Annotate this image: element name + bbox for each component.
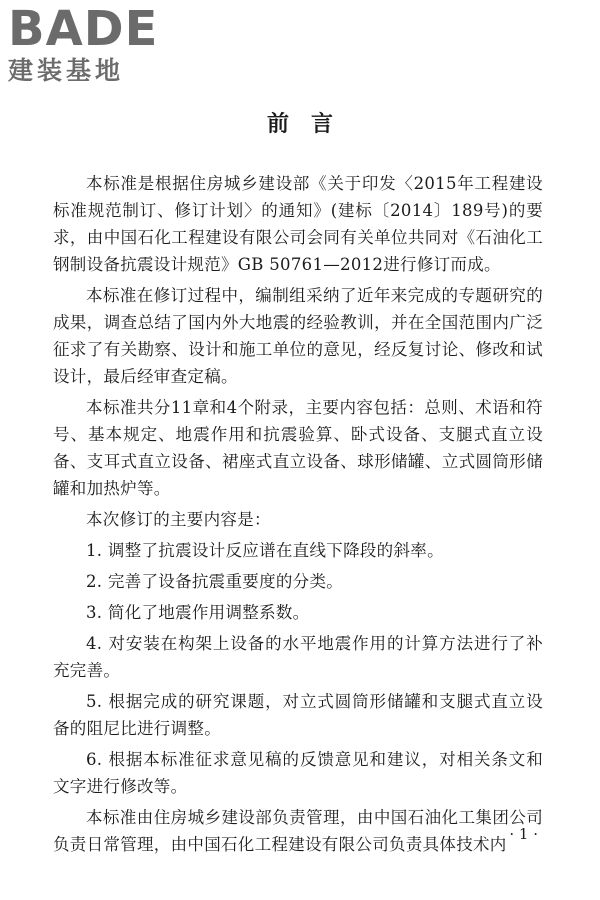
paragraph-1: 本标准是根据住房城乡建设部《关于印发〈2015年工程建设标准规范制订、修订计划〉的通知》(建标〔2014〕189号)的要求，由中国石化工程建设有限公司会同有关单位共同对《石油化工钢制设备抗震设计规范》GB 50761—2012进行修订而成。 [53,174,543,274]
list-item-4: 4. 对安装在构架上设备的水平地震作用的计算方法进行了补充完善。 [53,634,543,680]
paragraph-4: 本次修订的主要内容是： [86,510,271,529]
list-item-3: 3. 简化了地震作用调整系数。 [86,603,310,622]
logo-subtext: 建装基地 [8,56,125,85]
main-content [53,170,543,862]
list-item-2: 2. 完善了设备抗震重要度的分类。 [86,572,344,591]
paragraph-5: 本标准由住房城乡建设部负责管理，由中国石油化工集团公司负责日常管理，由中国石化工程建设有限公司负责具体技术内 [53,808,543,854]
paragraph-3: 本标准共分11章和4个附录，主要内容包括：总则、术语和符号、基本规定、地震作用和抗震验算、卧式设备、支腿式直立设备、支耳式直立设备、裙座式直立设备、球形储罐、立式圆筒形储罐和加热炉等。 [53,398,543,498]
list-item-6: 6. 根据本标准征求意见稿的反馈意见和建议，对相关条文和文字进行修改等。 [53,750,543,796]
logo [8,1,178,86]
page-title: 前言 [266,112,355,137]
list-item-5: 5. 根据完成的研究课题，对立式圆筒形储罐和支腿式直立设备的阻尼比进行调整。 [53,692,543,738]
page-number: · 1 · [509,825,538,843]
logo-text: BADE [8,1,159,57]
list-item-1: 1. 调整了抗震设计反应谱在直线下降段的斜率。 [86,541,444,560]
paragraph-2: 本标准在修订过程中，编制组采纳了近年来完成的专题研究的成果，调查总结了国内外大地震的经验教训，并在全国范围内广泛征求了有关勘察、设计和施工单位的意见，经反复讨论、修改和试设计，最后经审查定稿。 [53,286,543,386]
